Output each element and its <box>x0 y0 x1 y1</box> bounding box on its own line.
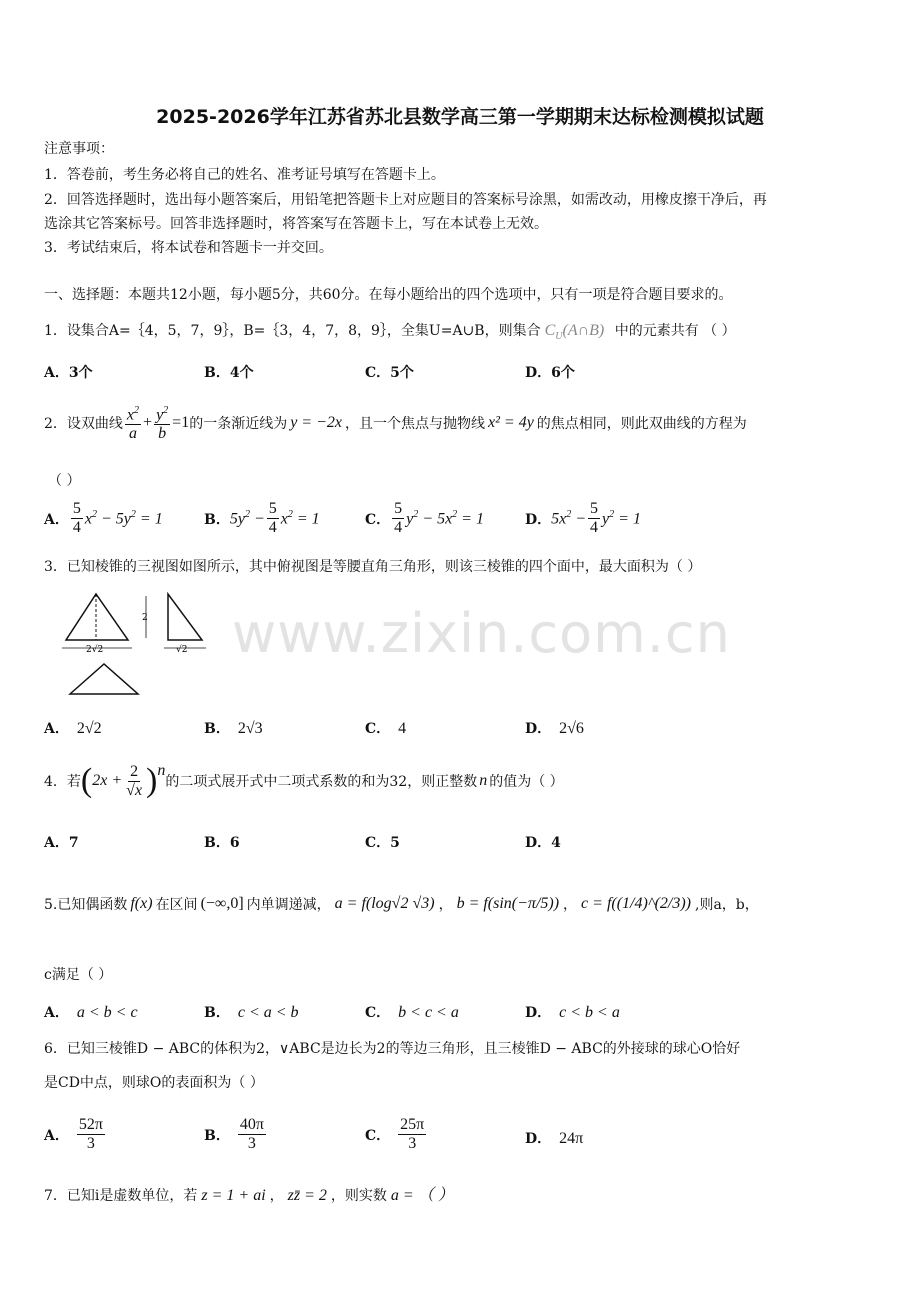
q5-option-a: A． a < b < c <box>44 1004 138 1021</box>
q6-option-d: D． 24π <box>525 1130 584 1147</box>
q2-stem-d: 的焦点相同，则此双曲线的方程为 <box>536 415 747 432</box>
q4-option-a: A．7 <box>44 835 79 851</box>
q1-stem: 1．设集合A=｛4，5，7，9｝，B=｛3，4，7，8，9｝，全集U=A∪B，则集合 <box>44 323 541 339</box>
notice-item-1: 1．答卷前，考生务必将自己的姓名、准考证号填写在答题卡上。 <box>44 167 445 183</box>
q2-hyperbola-x-term: $\frac{x^2}{a}$ <box>125 402 141 443</box>
q6-line-2: 是CD中点，则球O的表面积为（ ） <box>44 1075 264 1091</box>
q3-option-b: B． 2√3 <box>204 720 263 737</box>
q2-stem-b: 的一条渐近线为 <box>189 415 288 432</box>
q5-c-expr: c = f((1/4)^(2/3)) <box>581 895 691 912</box>
notice-item-2a: 2．回答选择题时，选出每小题答案后，用铅笔把答题卡上对应题目的答案标号涂黑，如需改动，用橡皮擦干净后，再 <box>44 192 767 208</box>
q5-b-expr: b = f(sin(−π/5)) <box>456 895 560 912</box>
q2-option-d: D． $5x^2$ − $\frac{5}{4}$ $y^2 = 1$ <box>525 500 641 536</box>
question-5: 5.已知偶函数 f(x) 在区间 (−∞,0] 内单调递减， a = f(log√2 √3) ， b = f(sin(−π/5)) ， c = f((1/4)^(2/3)) ,则a，b， <box>44 895 759 913</box>
question-1 <box>44 320 736 342</box>
q3-option-d: D． 2√6 <box>525 720 584 737</box>
fig-side-label: √2 <box>176 645 188 655</box>
section-heading: 一、选择题：本题共12小题，每小题5分，共60分。在每小题给出的四个选项中，只有一项是符合题目要求的。 <box>44 287 733 303</box>
q2-stem-c: ，且一个焦点与抛物线 <box>345 415 485 432</box>
q2-option-a: A． $\frac{5}{4}$ $x^2 - 5y^2 = 1$ <box>44 500 163 536</box>
q2-option-b: B． $5y^2$ − $\frac{5}{4}$ $x^2 = 1$ <box>204 500 320 536</box>
q1-option-d: D．6个 <box>525 365 575 381</box>
q6-line-1: 6．已知三棱锥D − ABC的体积为2，∨ABC是边长为2的等边三角形，且三棱锥D − ABC的外接球的球心O恰好 <box>44 1041 741 1057</box>
q3-three-view-figure <box>56 590 216 700</box>
q6-option-b: B． $\frac{40\pi}{3}$ <box>204 1116 264 1152</box>
q1-option-a: A．3个 <box>44 365 93 381</box>
q2-option-c: C． $\frac{5}{4}$ $y^2 - 5x^2 = 1$ <box>365 500 484 536</box>
q2-parabola: x² = 4y <box>488 413 534 431</box>
q1-option-c: C．5个 <box>365 365 414 381</box>
q1-tail: 中的元素共有 （ ） <box>614 323 736 339</box>
q4-option-d: D．4 <box>525 835 561 851</box>
fig-height-label: 2 <box>142 613 148 623</box>
q2-hyperbola-y-term: $\frac{y^2}{b}$ <box>154 402 170 443</box>
notice-item-2b: 选涂其它答案标号。回答非选择题时，将答案写在答题卡上，写在本试卷上无效。 <box>44 216 548 232</box>
page-title: 2025-2026学年江苏省苏北县数学高三第一学期期末达标检测模拟试题 <box>156 106 764 128</box>
q3-option-a: A． 2√2 <box>44 720 102 737</box>
q4-option-c: C．5 <box>365 835 400 851</box>
q6-option-a: A． $\frac{52\pi}{3}$ <box>44 1116 103 1152</box>
question-4: 4．若 ( 2x + $\frac{2}{√x}$ ) n 的二项式展开式中二项式系数的和为32，则正整数 n 的值为（ ） <box>44 762 564 799</box>
q4-option-b: B．6 <box>204 835 240 851</box>
q2-paren: （ ） <box>48 473 81 489</box>
q5-option-b: B． c < a < b <box>204 1004 299 1021</box>
question-2: 2．设双曲线 $\frac{x^2}{a}$ + $\frac{y^2}{b}$ =1 的一条渐近线为 y = −2x ，且一个焦点与抛物线 x² = 4y 的焦点相同，则此双曲线的方程为 <box>44 402 747 443</box>
top-view <box>70 664 138 694</box>
q1-formula: $C_U(A\cap B)$ <box>544 322 605 343</box>
watermark: www.zixin.com.cn <box>232 602 731 665</box>
q5-stem-e: c满足（ ） <box>44 967 113 983</box>
q3-option-c: C． 4 <box>365 720 407 737</box>
question-7: 7．已知i是虚数单位，若 z = 1 + ai ， zz̄ = 2 ，则实数 a = （ ） <box>44 1187 454 1204</box>
notice-heading: 注意事项： <box>44 141 114 157</box>
front-view <box>66 594 128 640</box>
fig-base-label: 2√2 <box>86 645 104 655</box>
q2-stem-a: 2．设双曲线 <box>44 415 123 432</box>
q1-option-b: B．4个 <box>204 365 254 381</box>
notice-item-3: 3．考试结束后，将本试卷和答题卡一并交回。 <box>44 240 333 256</box>
q6-option-c: C． $\frac{25\pi}{3}$ <box>365 1116 425 1152</box>
q2-asymptote: y = −2x <box>290 413 342 431</box>
side-view <box>168 594 202 640</box>
q5-option-d: D． c < b < a <box>525 1004 620 1021</box>
q5-a-expr: a = f(log√2 √3) <box>334 895 435 912</box>
q3-stem: 3．已知棱锥的三视图如图所示，其中俯视图是等腰直角三角形，则该三棱锥的四个面中，最大面积为（ ） <box>44 559 702 575</box>
q5-option-c: C． b < c < a <box>365 1004 459 1021</box>
